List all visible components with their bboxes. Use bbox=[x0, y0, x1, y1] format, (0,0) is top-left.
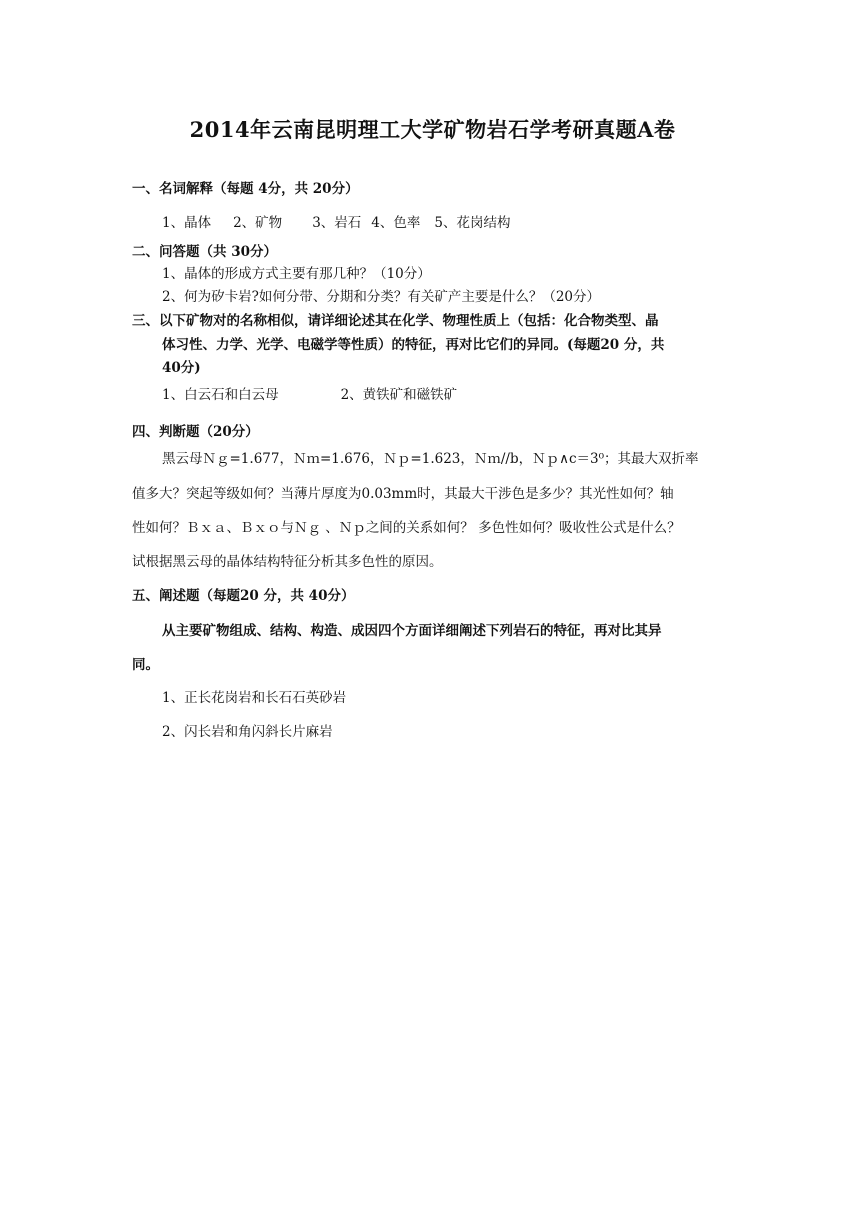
pair-2: 2、黄铁矿和磁铁矿 bbox=[340, 387, 458, 403]
section-1-terms bbox=[162, 214, 510, 232]
section-5-heading: 五、阐述题（每题20 分，共 40分） bbox=[132, 588, 355, 604]
section-1-heading: 一、名词解释（每题 4分，共 20分） bbox=[132, 181, 359, 197]
section-2-item-1: 1、晶体的形成方式主要有那几种？（10分） bbox=[162, 266, 431, 282]
term-5: 5、花岗结构 bbox=[434, 215, 511, 231]
section-5-paragraph-line-2: 同。 bbox=[132, 657, 159, 673]
section-4-paragraph-line-4: 试根据黑云母的晶体结构特征分析其多色性的原因。 bbox=[132, 554, 443, 570]
section-4-paragraph-line-3: 性如何？Ｂｘａ、Ｂｘｏ与Ｎｇ 、Ｎｐ之间的关系如何？ 多色性如何？吸收性公式是什么？ bbox=[132, 520, 681, 536]
section-3-heading-line-1: 三、以下矿物对的名称相似，请详细论述其在化学、物理性质上（包括：化合物类型、晶 bbox=[132, 313, 659, 329]
section-4-heading: 四、判断题（20分） bbox=[132, 424, 259, 440]
section-2-item-2: 2、何为矽卡岩?如何分带、分期和分类？有关矿产主要是什么？（20分） bbox=[162, 289, 601, 305]
page-title: 2014年云南昆明理工大学矿物岩石学考研真题A卷 bbox=[189, 117, 676, 142]
term-2: 2、矿物 bbox=[233, 215, 283, 231]
term-3: 3、岩石 bbox=[312, 215, 362, 231]
pair-1: 1、白云石和白云母 bbox=[162, 387, 279, 403]
section-4-paragraph-line-2: 值多大？突起等级如何？当薄片厚度为0.03mm时，其最大干涉色是多少？其光性如何？轴 bbox=[132, 486, 674, 502]
term-1: 1、晶体 bbox=[162, 215, 212, 231]
section-3-items bbox=[162, 386, 457, 404]
section-3-heading-line-2: 体习性、力学、光学、电磁学等性质）的特征，再对比它们的异同。(每题20 分，共 bbox=[162, 337, 665, 353]
section-4-paragraph-line-1: 黑云母Ｎｇ=1.677，Ｎｍ=1.676，Ｎｐ=1.623，Ｎｍ//b，Ｎｐ∧c＝3⁰；其最大双折率 bbox=[162, 451, 699, 467]
section-2-heading: 二、问答题（共 30分） bbox=[132, 244, 277, 260]
term-4: 4、色率 bbox=[371, 215, 421, 231]
section-5-item-2: 2、闪长岩和角闪斜长片麻岩 bbox=[162, 724, 333, 740]
section-5-paragraph-line-1: 从主要矿物组成、结构、构造、成因四个方面详细阐述下列岩石的特征，再对比其异 bbox=[162, 623, 662, 639]
section-3-heading-line-3: 40分) bbox=[162, 360, 201, 376]
section-5-item-1: 1、正长花岗岩和长石石英砂岩 bbox=[162, 690, 347, 706]
